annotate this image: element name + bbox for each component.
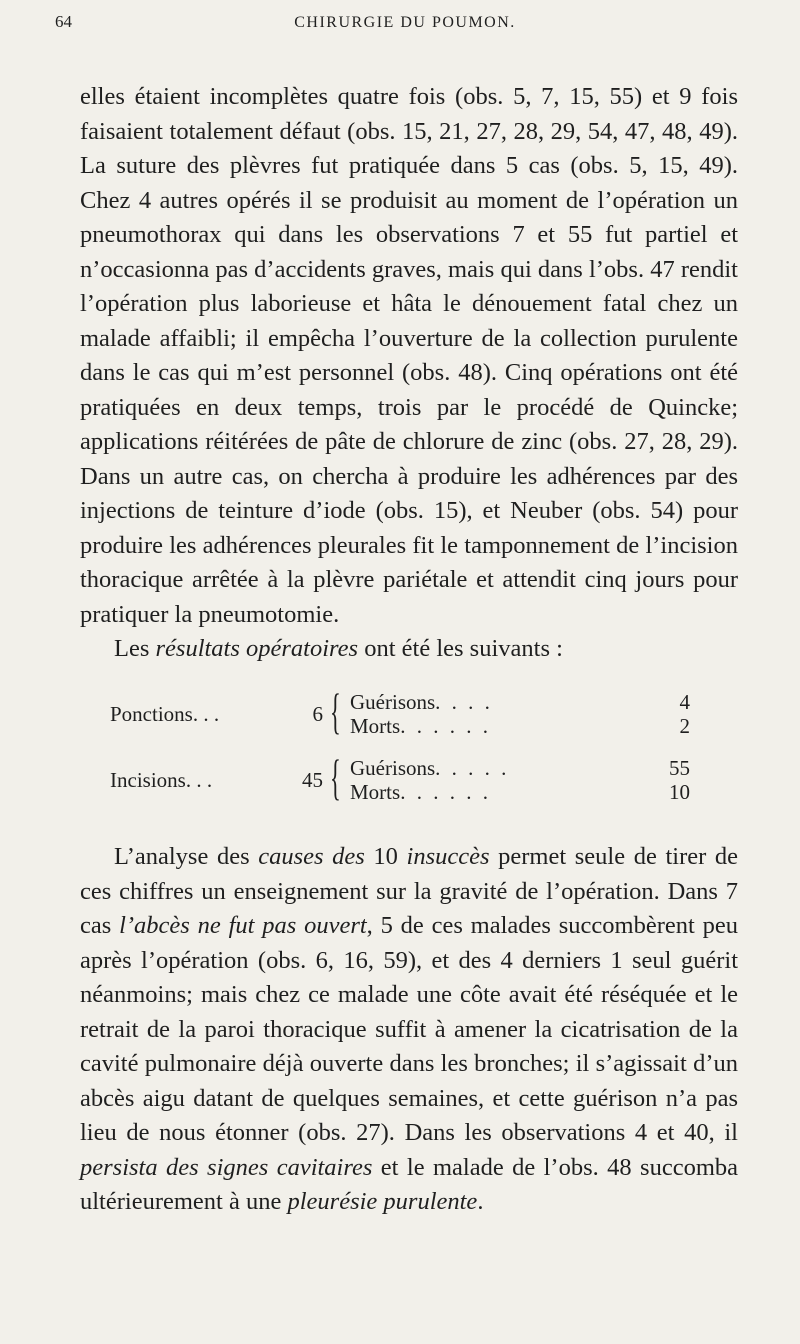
body-text [80,80,738,667]
results-row-value: 55 [669,756,690,780]
analysis-text: 10 [364,843,407,870]
results-row [350,756,690,781]
brace-symbol: { [330,683,341,739]
analysis-text: permet seule de tirer de ces chiffres un enseignement sur la gravité de l’opération. Dans 7 cas [80,843,738,939]
results-row-value: 4 [679,690,690,714]
results-row-name: Guérisons [350,756,436,780]
leader-dots: . . . . . [435,756,510,780]
brace-symbol: { [330,749,341,805]
results-intro-emphasis: résultats opératoires [155,635,359,662]
analysis-emphasis: persista des signes cavitaires [80,1153,373,1181]
results-row-value: 10 [669,780,690,804]
analysis-paragraph [80,840,738,1220]
results-group-label: Ponctions. . . [110,702,220,726]
results-intro-text: Les [114,635,156,662]
results-intro-paragraph [80,632,738,667]
results-table [110,683,690,824]
body-text-lower [80,840,738,1220]
page-number: 64 [55,12,72,31]
running-title: CHIRURGIE DU POUMON. [294,14,516,31]
page-header [55,12,755,42]
results-group-incisions [110,749,690,805]
analysis-text: et le malade de l’obs. 48 succomba ultérieurement à une [80,1153,739,1215]
results-group-total: 6 [312,702,323,726]
results-row-value: 2 [679,714,690,738]
results-row [350,780,690,805]
results-row-name: Guérisons [350,690,436,714]
analysis-emphasis: l’abcès ne fut pas ouvert [119,912,367,939]
results-row [350,714,690,739]
leader-dots: . . . . . . [400,780,491,804]
results-intro-text-end: ont été les suivants : [358,635,563,662]
analysis-emphasis: pleurésie purulente [287,1188,478,1215]
results-group-label: Incisions. . . [110,768,213,792]
analysis-text: L’analyse des [114,843,259,870]
leader-dots: . . . . . . [400,714,491,738]
analysis-text: , 5 de ces malades succombèrent peu après l’opération (obs. 6, 16, 59), et des 4 derniers 1 seul guérit néanmoins; mais chez ce malade une côte avait été réséquée et le retrait de la paroi thoracique suffit à amener la cicatrisation de la cavité pulmonaire déjà ouverte dans les bronches; il s’agissait d’un abcès aigu datant de quelques semaines, et cette guérison n’a pas lieu de nous étonner (obs. 27). Dans les observations 4 et 40, il [80,912,738,1146]
leader-dots: . . . . [435,690,493,714]
results-group-total: 45 [302,768,323,792]
results-row-name: Morts [350,714,401,738]
results-row-name: Morts [350,780,401,804]
results-group-ponctions [110,683,690,739]
paragraph-continuation: elles étaient incomplètes quatre fois (obs. 5, 7, 15, 55) et 9 fois faisaient totalement défaut (obs. 15, 21, 27, 28, 29, 54, 47, 48, 49). La suture des plèvres fut pratiquée dans 5 cas (obs. 5, 15, 49). Chez 4 autres opérés il se produisit au moment de l’opération un pneumothorax qui dans les observations 7 et 55 fut partiel et n’occasionna pas d’accidents graves, mais qui dans l’obs. 47 rendit l’opération plus laborieuse et hâta le dénouement fatal chez un malade affaibli; il empêcha l’ouverture de la collection purulente dans le cas qui m’est personnel (obs. 48). Cinq opérations ont été pratiquées en deux temps, trois par le procédé de Quincke; applications réitérées de pâte de chlorure de zinc (obs. 27, 28, 29). Dans un autre cas, on chercha à produire les adhérences par des injections de teinture d’iode (obs. 15), et Neuber (obs. 54) pour produire les adhérences pleurales fit le tamponnement de l’incision thoracique arrêtée à la plèvre pariétale et attendit cinq jours pour pratiquer la pneumotomie. [80,83,738,628]
analysis-emphasis: causes des [258,843,365,870]
results-row [350,690,690,715]
analysis-emphasis: insuccès [406,843,490,870]
analysis-text: . [477,1188,484,1215]
